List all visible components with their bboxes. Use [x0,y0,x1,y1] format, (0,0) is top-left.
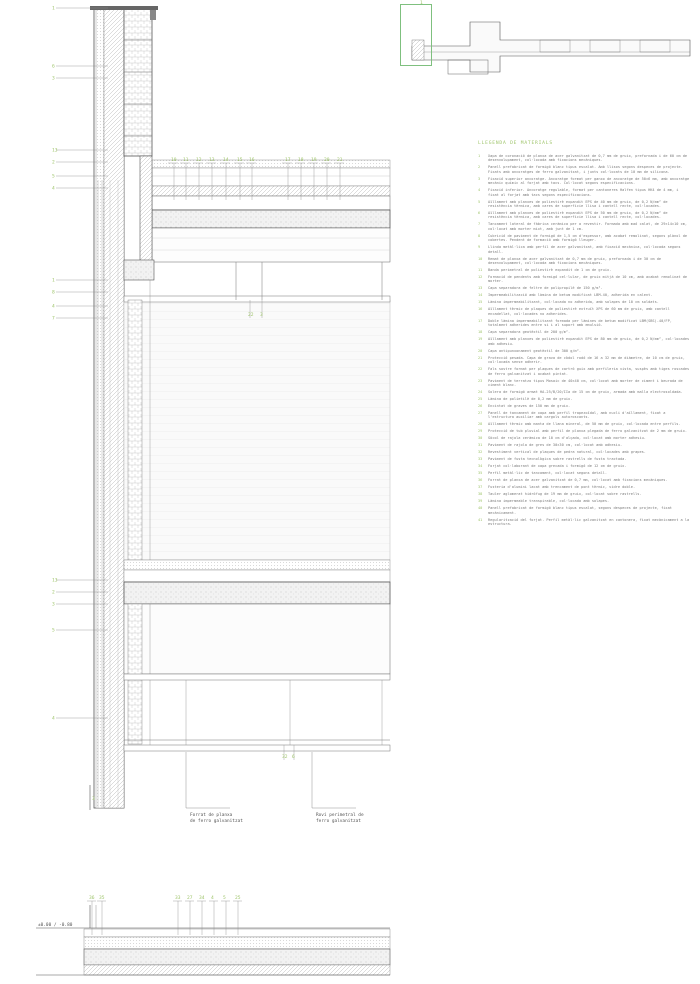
callout-left-2: 2 [52,590,55,596]
legend-entry [478,485,690,489]
legend-entry [478,211,690,220]
legend-entry [478,457,690,461]
legend-entry-number: 37 [478,485,483,490]
legend-entry-number: 11 [478,268,483,273]
keymap-num: 1 [420,1,423,6]
legend-entry [478,300,690,304]
ground-floor [36,905,390,975]
legend-entry [478,422,690,426]
legend-entry-text: Paviment de fusta tecnològica sobre rastrells de fusta tractada. [488,457,627,462]
callout-left-4: 4 [52,716,55,722]
callout-roof-13: 13 [209,158,215,163]
legend-entry [478,492,690,496]
callout-floor-35: 35 [99,896,105,901]
legend-entry-number: 41 [478,517,483,522]
legend-entry-number: 26 [478,403,483,408]
legend-entry-text: Forrat de planxa de acer galvanitzat de 0,7 mm, col·locat amb fixacions mecàniques. [488,478,668,483]
legend-entry [478,471,690,475]
legend-entry-text: Regularització del forjat. Perfil metàl·lic galvanitzat en cantonera, fixat mecànicament a la estructura. [488,517,690,527]
legend-entry-text: Protecció de tub pluvial amb perfil de planxa plegada de ferro galvanitzat de 2 mm de gruix. [488,429,688,434]
legend-entry [478,397,690,401]
legend-entry-text: Tauler aglomerat hidròfug de 19 mm de gruix, col·locat sobre rastrells. [488,492,642,497]
legend-entry-text: Làmina impermeabilitzant, col·locada no adherida, amb solapes de 10 cm soldats. [488,300,659,305]
callout-roof-17: 17 [285,158,291,163]
legend-entry [478,379,690,388]
legend-entry [478,286,690,290]
legend-entry-text: Panell de tancament de xapa amb perfil trapezoïdal, amb nucli d'aïllament, fixat a l'estructura auxiliar amb cargols autoroscants. [488,410,666,420]
legend-entry-text: Paviment de terratzo tipus Mosaic de 40×40 cm, col·locat amb morter de ciment i beurada de ciment blanc. [488,378,683,387]
legend-entry-number: 5 [478,199,481,204]
legend-entry-text: Tancament lateral de fàbrica ceràmica per a revestir. Formada amb maó calat, de 29×14×10 cm, col·locat amb morter mixt, amb junt de 1 cm. [488,222,688,231]
legend-entry [478,307,690,316]
callout-left-2: 2 [52,160,55,166]
legend-entry-number: 34 [478,464,483,469]
legend-entry [478,222,690,231]
legend-entry [478,404,690,408]
legend-entry-number: 13 [478,286,483,291]
legend-entry-text: Protecció pesada. Capa de grava de còdol rodó de 16 a 32 mm de diàmetre, de 10 cm de gruix, col·locada sense adherir. [488,355,685,365]
legend-entry-number: 36 [478,478,483,483]
intermediate-slab [124,560,390,751]
callout-left-13: 13 [52,148,58,154]
legend-entry-number: 22 [478,367,483,372]
legend-entry-text: Llinda metàl·lica amb perfil de acer galvanitzat, amb fixació mecànica, col·locada segons detall. [488,245,681,254]
callout-left-1: 1 [52,6,55,12]
legend-entry-text: Sòcol de rajola ceràmica de 10 cm d'alçada, col·locat amb morter adhesiu. [488,436,646,441]
legend-entry-text: Aïllament tèrmic amb manta de llana mineral, de 50 mm de gruix, col·locada entre perfils. [488,422,681,427]
legend-entry-text: Revestiment vertical de plaques de pedra natural, col·locades amb grapes. [488,450,646,455]
callout-roof-12: 12 [196,158,202,163]
legend-entry-text: Banda perimetral de poliestirè expandit de 1 cm de gruix. [488,268,612,273]
legend-entry-text: Solera de formigó armat HA-25/B/20/IIa de 15 cm de gruix, armada amb malla electrosoldada. [488,389,683,394]
callout-left-1: 1 [52,278,55,284]
legend-entry [478,188,690,197]
callout-left-6: 6 [52,64,55,70]
legend-entry-number: 28 [478,422,483,427]
legend-entry [478,429,690,433]
callout-roof-18: 18 [298,158,304,163]
legend-entry-number: 1 [478,154,481,158]
legend-entry-text: Làmina impermeable transpirable, col·locada amb solapes. [488,499,610,504]
legend-entry [478,390,690,394]
callout-floor-ceiling-6: 6 [292,755,295,760]
legend-entry-number: 6 [478,211,481,216]
legend-entry-number: 9 [478,245,481,250]
callout-ceiling-22: 22 [248,313,254,318]
legend-entry-number: 31 [478,443,483,448]
interior-panel [124,262,390,560]
legend-entry-number: 7 [478,222,481,227]
legend-entry-number: 2 [478,165,481,170]
legend-entry-text: Fixació inferior. Ancoratge regulable, format per cantoneres Halfen tipus HK4 de 4 mm, i fixat al forjat amb tacs segons especificacions. [488,188,679,197]
callout-roof-15: 15 [237,158,243,163]
legend-entry-number: 4 [478,188,481,193]
callout-left-3: 3 [52,602,55,608]
floor-ref: ±0.00 / -0.80 [38,923,73,928]
legend-entry-number: 25 [478,396,483,401]
legend-entry [478,330,690,334]
legend-entry-text: Remat de planxa de acer galvanitzat de 0,7 mm de gruix, prefornada i de 30 cm de desenvolupament, col·locada amb fixacions mecàniques. [488,256,662,266]
legend-entry-number: 17 [478,318,483,323]
legend-entry [478,478,690,482]
legend-entry-text: Forjat col·laborant de xapa grecada i formigó de 12 cm de gruix. [488,464,627,469]
note-right: Roví perimetral de ferro galvanitzat [316,813,364,824]
legend-entry-text: Làmina de polietilè de 0,2 mm de gruix. [488,396,573,401]
callout-floor-5: 5 [223,896,226,901]
legend-entry-number: 33 [478,457,483,462]
roof-section [124,156,390,280]
legend-entry-number: 12 [478,275,483,280]
legend-entry-text: Panell prefabricat de formigó blanc tipus escalat, segons despeces de projecte, fixat mecànicament. [488,506,672,515]
callout-left-4: 4 [52,304,55,310]
legend-entry-number: 21 [478,355,483,360]
callout-left-7: 7 [52,316,55,322]
legend-entry-number: 39 [478,499,483,504]
legend-entry-number: 30 [478,436,483,441]
materials-legend [478,141,690,529]
legend-entry [478,154,690,163]
note-left: Forrat de planxa de ferro galvanitzat [190,813,243,824]
legend-entry-number: 24 [478,389,483,394]
legend-list [478,154,690,527]
legend-entry-text: Aïllament tèrmic de plaques de poliestirè extruït XPS de 60 mm de gruix, amb cantell encadellat, col·locades no adherides. [488,307,670,316]
callout-roof-11: 11 [183,158,189,163]
keymap-highlight-box [400,4,432,66]
legend-entry-text: Aïllament amb planxes de poliestirè expandit EPS de 40 mm de gruix, de 0,2 N/mm² de resistència tèrmica, amb cares de superfície llisa i cantell recte, col·locades. [488,199,668,209]
callout-floor-ceiling-32: 32 [282,755,288,760]
legend-entry [478,177,690,186]
callout-left-3: 3 [52,76,55,82]
callout-floor-4: 4 [211,896,214,901]
legend-entry-number: 40 [478,506,483,511]
legend-entry [478,499,690,503]
legend-entry-text: Capa separadora geotèxtil de 200 g/m². [488,330,571,335]
legend-entry-number: 29 [478,429,483,434]
legend-entry [478,200,690,209]
legend-entry-number: 19 [478,337,483,342]
legend-entry-number: 35 [478,471,483,476]
legend-entry [478,506,690,515]
legend-entry-number: 15 [478,300,483,305]
legend-entry [478,275,690,284]
callout-left-5: 5 [52,628,55,634]
callout-floor-34: 34 [199,896,205,901]
legend-entry-text: Paviment de rajola de gres de 30×30 cm, col·locat amb adhesiu. [488,443,623,448]
legend-entry [478,165,690,174]
legend-entry-number: 16 [478,307,483,312]
legend-entry-number: 3 [478,176,481,181]
legend-entry [478,450,690,454]
legend-entry [478,257,690,266]
bottom-small-label: 3 [92,797,95,802]
callout-left-13: 13 [52,578,58,584]
legend-entry-text: Cubrició de paviment de formigó de 1,5 cm d'espessor, amb acabat remolinat, segons plànol de cobertes. Pendent de formació amb formigó lleuger. [488,233,688,243]
legend-entry-number: 27 [478,410,483,415]
legend-entry [478,518,690,527]
legend-entry-text: Fixació superior ancoratge. Ancoratge format per ganxo de ancoratge de 50×6 mm, amb ancoratge mecànic químic al forjat amb tacs. Col·locat segons especificacions. [488,176,690,186]
callout-ceiling-3: 3 [260,313,263,318]
callout-roof-19: 19 [311,158,317,163]
callout-roof-16: 16 [249,158,255,163]
legend-entry-text: Capa antipunxonament geotèxtil de 300 g/m². [488,348,582,353]
legend-entry [478,293,690,297]
legend-entry-number: 10 [478,256,483,261]
legend-entry-text: Encintat de graves de 150 mm de gruix. [488,403,571,408]
legend-entry-number: 20 [478,348,483,353]
legend-entry [478,268,690,272]
legend-entry [478,349,690,353]
legend-entry [478,367,690,376]
legend-entry-number: 32 [478,450,483,455]
legend-entry-text: Capa separadora de feltre de polipropilè de 150 g/m². [488,286,603,291]
legend-entry-text: Fals sostre format per plaques de cartró guix amb perfileria vista, suspès amb tiges roscades de ferro galvanitzat i acabat pintat. [488,367,690,376]
legend-entry [478,464,690,468]
legend-entry [478,356,690,365]
callout-floor-27: 27 [187,896,193,901]
legend-entry [478,319,690,328]
legend-entry [478,337,690,346]
legend-entry-number: 18 [478,330,483,335]
callout-roof-10: 10 [171,158,177,163]
legend-entry-number: 8 [478,233,481,238]
legend-entry-text: Xapa de coronació de planxa de acer galvanitzat de 0,7 mm de gruix, prefornada i de 60 cm de desenvolupament, col·locada amb fixacions mecàniques. [488,154,688,163]
legend-entry-text: Aïllament amb planxes de poliestirè expandit EPS de 50 mm de gruix, de 0,2 N/mm² de resistència tèrmica, amb cares de superfície llisa i cantell recte, col·locades. [488,211,668,220]
legend-entry [478,234,690,243]
callout-left-5: 5 [52,174,55,180]
callout-roof-20: 20 [324,158,330,163]
legend-entry [478,245,690,254]
callout-floor-25: 25 [235,896,241,901]
legend-entry [478,443,690,447]
callout-floor-33: 33 [175,896,181,901]
legend-entry-text: Fusteria d'alumini lacat amb trencament de pont tèrmic, vidre doble. [488,485,636,490]
key-plan [410,16,690,96]
legend-entry-number: 38 [478,492,483,497]
legend-entry-text: Aïllament amb planxes de poliestirè expandit EPS de 80 mm de gruix, de 0,2 N/mm², col·locades amb adhesiu. [488,337,690,346]
legend-entry [478,436,690,440]
callout-roof-21: 21 [337,158,343,163]
legend-entry-number: 23 [478,378,483,383]
legend-entry-text: Formació de pendents amb formigó cel·lular, de gruix mitjà de 10 cm, amb acabat remolinat de morter. [488,275,688,284]
legend-entry-text: Panell prefabricat de formigó blanc tipus escalat. Amb llisos segons despeces de projecte. Fixats amb ancoratges de ferro galvanitzat, i junts col·locats de 10 mm de silicona. [488,165,683,174]
callout-left-8: 8 [52,290,55,296]
legend-entry-text: Perfil metàl·lic de tancament, col·locat segons detall. [488,471,607,476]
legend-entry-number: 14 [478,293,483,298]
legend-entry-text: Doble làmina impermeabilitzant formada per làmines de betum modificat LBM(SBS)-40/FP, totalment adherides entre si i al suport amb emulsió. [488,318,672,328]
callout-roof-14: 14 [223,158,229,163]
callout-floor-36: 36 [89,896,95,901]
legend-entry-text: Impermeabilització amb làmina de betum modificat LBM-40, adherida en calent. [488,293,653,298]
legend-entry [478,411,690,420]
legend-title: LLEGENDA DE MATERIALS [478,141,553,146]
callout-left-4: 4 [52,186,55,192]
